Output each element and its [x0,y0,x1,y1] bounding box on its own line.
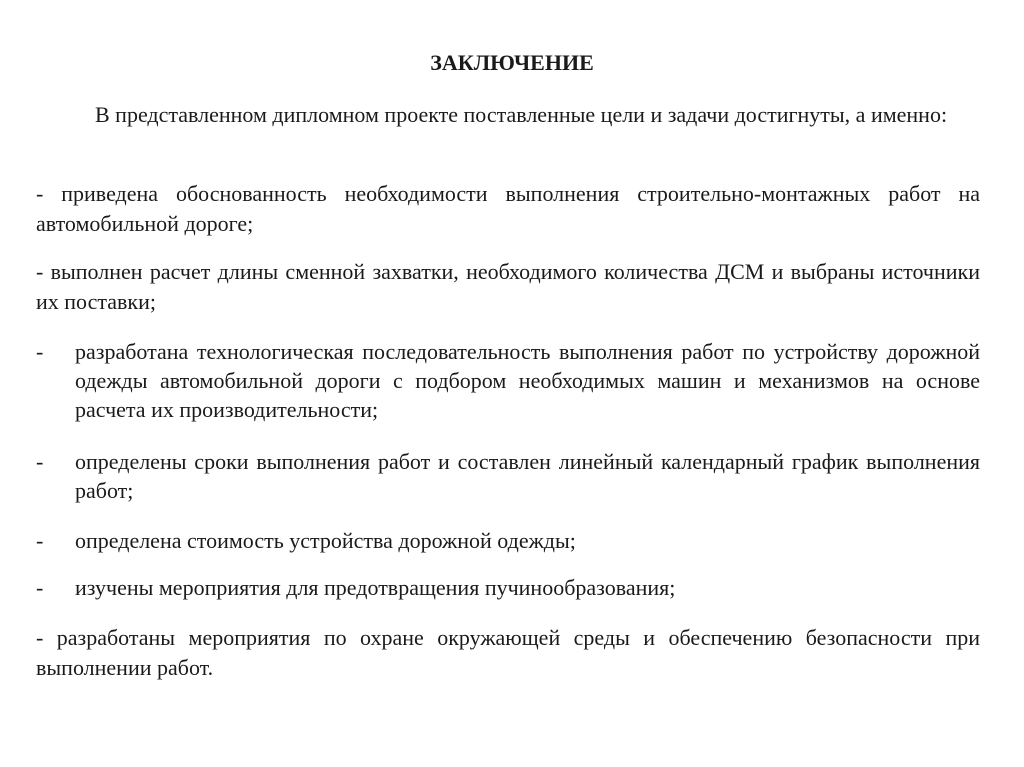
list-dash: - [36,449,44,474]
list-item-text: изучены мероприятия для предотвращения пучинообразования; [75,575,676,600]
list-item [36,526,980,555]
intro-paragraph: В представленном дипломном проекте поставленные цели и задачи достигнуты, а именно: [95,102,948,127]
list-item: - выполнен расчет длины сменной захватки, необходимого количества ДСМ и выбраны источники их поставки; [36,259,980,314]
list-item [36,337,980,424]
list-item: - разработаны мероприятия по охране окружающей среды и обеспечению безопасности при выполнении работ. [36,625,980,680]
list-item [36,447,980,505]
list-dash: - [36,575,44,600]
list-item-text: разработана технологическая последовательность выполнения работ по устройству дорожной одежды автомобильной дороги с подбором необходимых машин и механизмов на основе расчета их производительности; [75,339,980,422]
list-dash: - [36,339,44,364]
list-item-text: определены сроки выполнения работ и составлен линейный календарный график выполнения работ; [75,449,980,503]
page-title: ЗАКЛЮЧЕНИЕ [430,50,594,75]
list-item [36,573,980,602]
list-item: - приведена обоснованность необходимости выполнения строительно-монтажных работ на автомобильной дороге; [36,181,980,236]
list-dash: - [36,528,44,553]
list-item-text: определена стоимость устройства дорожной одежды; [75,528,576,553]
